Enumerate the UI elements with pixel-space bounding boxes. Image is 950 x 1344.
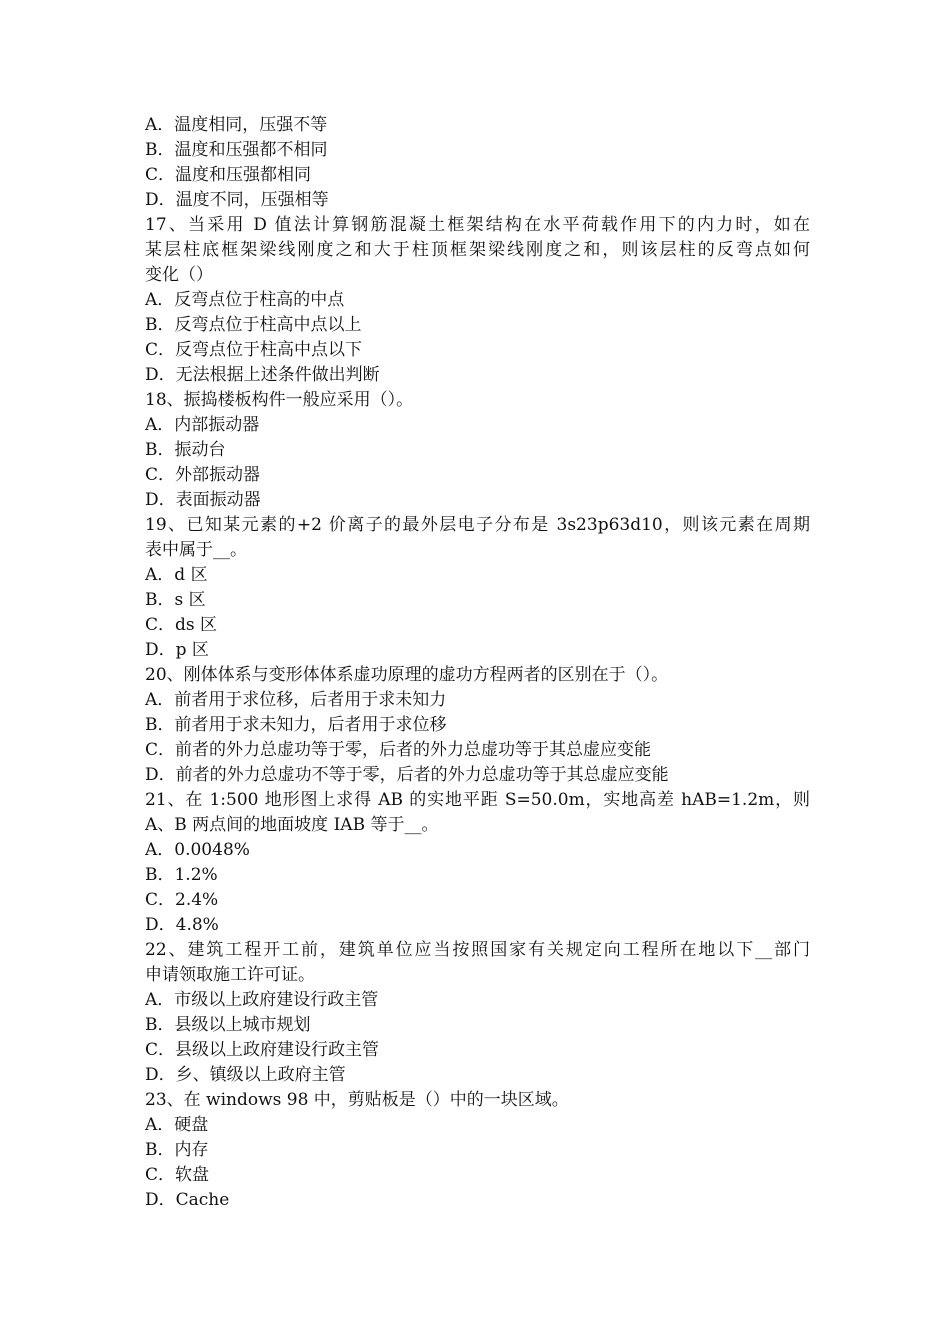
option-b: B．反弯点位于柱高中点以上 xyxy=(145,315,362,335)
option-d: D．前者的外力总虚功不等于零，后者的外力总虚功等于其总虚应变能 xyxy=(145,765,669,785)
option-c: C．反弯点位于柱高中点以下 xyxy=(145,340,363,360)
question-stem: 某层柱底框架梁线刚度之和大于柱顶框架梁线刚度之和，则该层柱的反弯点如何 xyxy=(145,240,810,260)
question-stem: 18、振捣楼板构件一般应采用（）。 xyxy=(145,390,414,410)
option-a: A．反弯点位于柱高的中点 xyxy=(145,290,345,310)
prev-question-options xyxy=(145,113,810,213)
question-19 xyxy=(145,513,810,663)
option-c: C．温度和压强都相同 xyxy=(145,165,312,185)
question-22 xyxy=(145,938,810,1088)
option-b: B．前者用于求未知力，后者用于求位移 xyxy=(145,715,447,735)
question-stem: 表中属于__。 xyxy=(145,540,247,560)
option-a: A．d 区 xyxy=(145,565,208,585)
question-stem: 申请领取施工许可证。 xyxy=(145,965,315,985)
question-stem: 变化（） xyxy=(145,265,213,285)
option-c: C．县级以上政府建设行政主管 xyxy=(145,1040,380,1060)
option-a: A．硬盘 xyxy=(145,1115,209,1135)
option-c: C．软盘 xyxy=(145,1165,210,1185)
option-c: C．ds 区 xyxy=(145,615,218,635)
option-d: D．温度不同，压强相等 xyxy=(145,190,329,210)
question-stem: A、B 两点间的地面坡度 IAB 等于__。 xyxy=(145,815,439,835)
option-b: B．县级以上城市规划 xyxy=(145,1015,311,1035)
question-stem: 21、在 1:500 地形图上求得 AB 的实地平距 S=50.0m，实地高差 hAB=1.2m，则 xyxy=(145,790,810,810)
option-a: A．0.0048% xyxy=(145,840,250,860)
question-stem: 20、刚体体系与变形体体系虚功原理的虚功方程两者的区别在于（）。 xyxy=(145,665,669,685)
option-d: D．乡、镇级以上政府主管 xyxy=(145,1065,346,1085)
question-stem: 17、当采用 D 值法计算钢筋混凝土框架结构在水平荷载作用下的内力时，如在 xyxy=(145,215,810,235)
question-stem: 19、已知某元素的+2 价离子的最外层电子分布是 3s23p63d10，则该元素在周期 xyxy=(145,515,810,535)
option-d: D．无法根据上述条件做出判断 xyxy=(145,365,380,385)
option-d: D．Cache xyxy=(145,1190,230,1210)
option-a: A．前者用于求位移，后者用于求未知力 xyxy=(145,690,447,710)
option-d: D．p 区 xyxy=(145,640,209,660)
option-d: D．4.8% xyxy=(145,915,219,935)
option-c: C．前者的外力总虚功等于零，后者的外力总虚功等于其总虚应变能 xyxy=(145,740,652,760)
option-b: B．振动台 xyxy=(145,440,226,460)
option-b: B．1.2% xyxy=(145,865,218,885)
option-a: A．市级以上政府建设行政主管 xyxy=(145,990,379,1010)
option-b: B．内存 xyxy=(145,1140,209,1160)
option-d: D．表面振动器 xyxy=(145,490,261,510)
question-stem: 23、在 windows 98 中，剪贴板是（）中的一块区域。 xyxy=(145,1090,569,1110)
question-21 xyxy=(145,788,810,938)
option-b: B．温度和压强都不相同 xyxy=(145,140,328,160)
option-b: B．s 区 xyxy=(145,590,206,610)
option-a: A．温度相同，压强不等 xyxy=(145,115,328,135)
question-18 xyxy=(145,388,810,513)
document-page xyxy=(145,113,810,1213)
question-20 xyxy=(145,663,810,788)
option-c: C．外部振动器 xyxy=(145,465,261,485)
question-23 xyxy=(145,1088,810,1213)
option-c: C．2.4% xyxy=(145,890,219,910)
question-17 xyxy=(145,213,810,388)
question-stem: 22、建筑工程开工前，建筑单位应当按照国家有关规定向工程所在地以下__部门 xyxy=(145,940,810,960)
option-a: A．内部振动器 xyxy=(145,415,260,435)
